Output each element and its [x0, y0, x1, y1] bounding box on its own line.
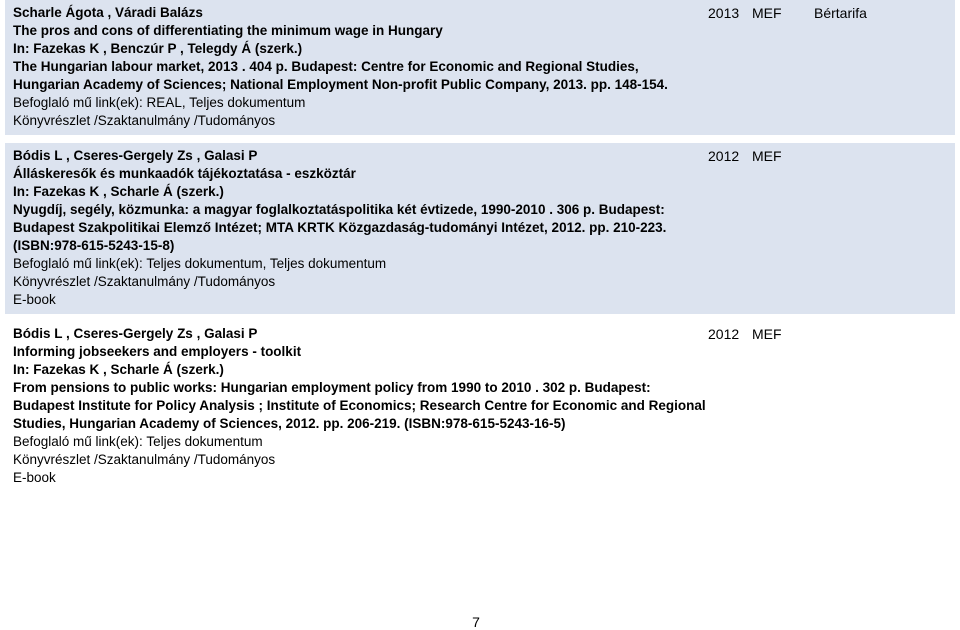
- citation-line: (ISBN:978-615-5243-15-8): [13, 238, 175, 253]
- entry-unit: MEF: [752, 5, 782, 21]
- citation-line: In: Fazekas K , Scharle Á (szerk.): [13, 362, 224, 377]
- citation-line: Studies, Hungarian Academy of Sciences, 2012. pp. 206-219. (ISBN:978-615-5243-16-5): [13, 416, 566, 431]
- entry-citation: [13, 147, 673, 309]
- citation-line: Hungarian Academy of Sciences; National Employment Non-profit Public Company, 2013. pp. 148-154.: [13, 77, 668, 92]
- entry-citation: [13, 325, 706, 487]
- citation-format-line: E-book: [13, 470, 56, 485]
- page-number: 7: [472, 614, 480, 630]
- entry-year: 2012: [708, 326, 740, 342]
- citation-line: Budapest Institute for Policy Analysis ; Institute of Economics; Research Centre for Economic and Regional: [13, 398, 706, 413]
- citation-line: The Hungarian labour market, 2013 . 404 p. Budapest: Centre for Economic and Regional Studies,: [13, 59, 639, 74]
- citation-line: Scharle Ágota , Váradi Balázs: [13, 5, 203, 20]
- citation-line: Álláskeresők és munkaadók tájékoztatása - eszköztár: [13, 166, 356, 181]
- citation-line: From pensions to public works: Hungarian employment policy from 1990 to 2010 . 302 p. Budapest:: [13, 380, 651, 395]
- citation-line: Bódis L , Cseres-Gergely Zs , Galasi P: [13, 148, 258, 163]
- entry-unit: MEF: [752, 326, 782, 342]
- citation-link-line[interactable]: Befoglaló mű link(ek): REAL, Teljes dokumentum: [13, 95, 306, 110]
- entry-unit: MEF: [752, 148, 782, 164]
- publication-entry-3: [5, 321, 955, 501]
- citation-line: Bódis L , Cseres-Gergely Zs , Galasi P: [13, 326, 258, 341]
- entry-category: Bértarifa: [814, 5, 867, 21]
- citation-line: Informing jobseekers and employers - toolkit: [13, 344, 302, 359]
- publication-entry-2: [5, 143, 955, 314]
- citation-line: Nyugdíj, segély, közmunka: a magyar foglalkoztatáspolitika két évtizede, 1990-2010 . 306 p. Budapest:: [13, 202, 665, 217]
- entry-year: 2013: [708, 5, 740, 21]
- entry-citation: [13, 4, 673, 130]
- citation-line: The pros and cons of differentiating the minimum wage in Hungary: [13, 23, 443, 38]
- citation-line: In: Fazekas K , Scharle Á (szerk.): [13, 184, 224, 199]
- publication-entry-1: [5, 0, 955, 135]
- citation-link-line[interactable]: Befoglaló mű link(ek): Teljes dokumentum: [13, 434, 263, 449]
- citation-line: Budapest Szakpolitikai Elemző Intézet; MTA KRTK Közgazdaság-tudományi Intézet, 2012. pp. 210-223.: [13, 220, 667, 235]
- citation-type-line: Könyvrészlet /Szaktanulmány /Tudományos: [13, 452, 276, 467]
- citation-link-line[interactable]: Befoglaló mű link(ek): Teljes dokumentum, Teljes dokumentum: [13, 256, 387, 271]
- citation-format-line: E-book: [13, 292, 56, 307]
- entry-year: 2012: [708, 148, 740, 164]
- citation-line: In: Fazekas K , Benczúr P , Telegdy Á (szerk.): [13, 41, 303, 56]
- citation-type-line: Könyvrészlet /Szaktanulmány /Tudományos: [13, 274, 276, 289]
- citation-type-line: Könyvrészlet /Szaktanulmány /Tudományos: [13, 113, 276, 128]
